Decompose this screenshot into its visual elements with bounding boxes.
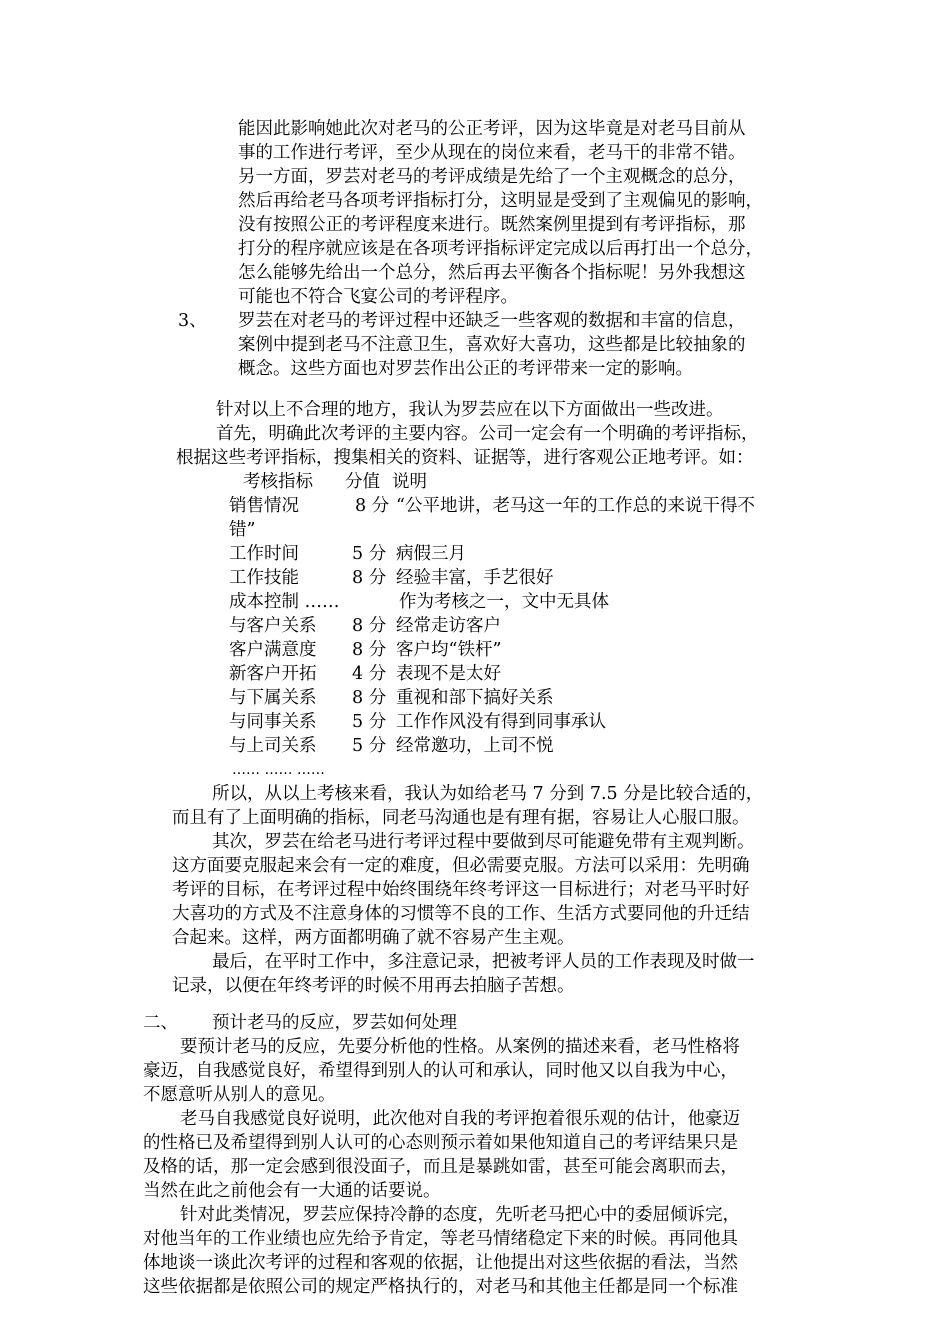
paragraph-line: 记录，以便在年终考评的时候不用再去拍脑子苦想。 xyxy=(172,976,575,996)
paragraph-line: 首先，明确此次考评的主要内容。公司一定会有一个明确的考评指标， xyxy=(216,424,759,444)
table-cell-score: 4 分 xyxy=(352,664,387,684)
table-cell-indicator: 与同事关系 xyxy=(229,712,317,732)
paragraph-line: 打分的程序就应该是在各项考评指标评定完成以后再打出一个总分， xyxy=(238,239,763,259)
table-cell-score: 5 分 xyxy=(352,712,387,732)
paragraph-line: 这方面要克服起来会有一定的难度，但必需要克服。方法可以采用：先明确 xyxy=(172,856,750,876)
paragraph-line: 体地谈一谈此次考评的过程和客观的依据，让他提出对这些依据的看法，当然 xyxy=(143,1253,738,1273)
table-cell-score: 5 分 xyxy=(352,736,387,756)
table-cell-score: 8 分 xyxy=(352,640,387,660)
paragraph-line: 事的工作进行考评，至少从现在的岗位来看，老马干的非常不错。 xyxy=(238,143,746,163)
table-header-score: 分值 xyxy=(345,472,380,492)
paragraph-line: 合起来。这样，两方面都明确了就不容易产生主观。 xyxy=(172,928,575,948)
paragraph-line: 当然在此之前他会有一大通的话要说。 xyxy=(143,1181,441,1201)
paragraph-line: 罗芸在对老马的考评过程中还缺乏一些客观的数据和丰富的信息， xyxy=(238,311,746,331)
paragraph-line: 根据这些考评指标，搜集相关的资料、证据等，进行客观公正地考评。如： xyxy=(176,448,754,468)
table-cell-score: 5 分 xyxy=(352,544,387,564)
table-cell-note: 表现不是太好 xyxy=(396,664,501,684)
paragraph-line: 案例中提到老马不注意卫生，喜欢好大喜功，这些都是比较抽象的 xyxy=(238,335,746,355)
table-cell-score: 8 分 xyxy=(352,568,387,588)
table-cell-indicator: 客户满意度 xyxy=(229,640,317,660)
paragraph-line: 要预计老马的反应，先要分析他的性格。从案例的描述来看，老马性格将 xyxy=(180,1037,740,1057)
paragraph-line: 老马自我感觉良好说明，此次他对自我的考评抱着很乐观的估计，他豪迈 xyxy=(180,1109,740,1129)
paragraph-line: 可能也不符合飞宴公司的考评程序。 xyxy=(238,287,518,307)
table-cell-indicator: 与下属关系 xyxy=(229,688,317,708)
paragraph-line: 对他当年的工作业绩也应先给予肯定，等老马情绪稳定下来的时候。再同他具 xyxy=(143,1229,738,1249)
paragraph-line: 的性格已及希望得到别人认可的心态则预示着如果他知道自己的考评结果只是 xyxy=(143,1133,738,1153)
paragraph-line: 大喜功的方式及不注意身体的习惯等不良的工作、生活方式要同他的升迁结 xyxy=(172,904,750,924)
section-heading: 预计老马的反应，罗芸如何处理 xyxy=(212,1013,457,1033)
table-cell-note: 经常走访客户 xyxy=(396,616,501,636)
paragraph-line: 针对此类情况，罗芸应保持冷静的态度，先听老马把心中的委屈倾诉完， xyxy=(180,1205,740,1225)
table-cell-note: 客户均“铁杆” xyxy=(396,640,502,660)
table-header-indicator: 考核指标 xyxy=(243,472,313,492)
table-cell-score: 8 分 xyxy=(352,688,387,708)
paragraph-line: 豪迈，自我感觉良好，希望得到别人的认可和承认，同时他又以自我为中心， xyxy=(143,1061,738,1081)
paragraph-line: 能因此影响她此次对老马的公正考评，因为这毕竟是对老马目前从 xyxy=(238,119,746,139)
paragraph-line: 怎么能够先给出一个总分，然后再去平衡各个指标呢！另外我想这 xyxy=(238,263,746,283)
paragraph-line: 考评的目标，在考评过程中始终围绕年终考评这一目标进行；对老马平时好 xyxy=(172,880,750,900)
paragraph-line: 另一方面，罗芸对老马的考评成绩是先给了一个主观概念的总分， xyxy=(238,167,746,187)
paragraph-line: 最后，在平时工作中，多注意记录，把被考评人员的工作表现及时做一 xyxy=(212,952,755,972)
paragraph-line: 针对以上不合理的地方，我认为罗芸应在以下方面做出一些改进。 xyxy=(216,400,724,420)
table-cell-indicator: 与客户关系 xyxy=(229,616,317,636)
table-cell-indicator: 错” xyxy=(229,520,256,540)
table-cell-indicator: 工作时间 xyxy=(229,544,299,564)
table-cell-note: 经常邀功，上司不悦 xyxy=(396,736,554,756)
table-cell-score: 8 分 xyxy=(352,616,387,636)
table-cell-indicator: 成本控制 …… xyxy=(229,592,340,612)
table-cell-indicator: 新客户开拓 xyxy=(229,664,317,684)
table-cell-indicator: 与上司关系 xyxy=(229,736,317,756)
table-cell-note: 重视和部下搞好关系 xyxy=(396,688,554,708)
table-ellipsis: …… …… …… xyxy=(232,762,325,778)
paragraph-line: 概念。这些方面也对罗芸作出公正的考评带来一定的影响。 xyxy=(238,359,693,379)
paragraph-line: 其次，罗芸在给老马进行考评过程中要做到尽可能避免带有主观判断。 xyxy=(212,832,755,852)
paragraph-line: 所以，从以上考核来看，我认为如给老马 7 分到 7.5 分是比较合适的， xyxy=(212,784,764,804)
list-number: 3、 xyxy=(178,311,207,331)
table-cell-note: 作为考核之一，文中无具体 xyxy=(399,592,609,612)
paragraph-line: 而且有了上面明确的指标，同老马沟通也是有理有据，容易让人心服口服。 xyxy=(172,808,750,828)
table-header-note: 说明 xyxy=(392,472,427,492)
paragraph-line: 不愿意听从别人的意见。 xyxy=(143,1085,336,1105)
table-cell-note: “公平地讲，老马这一年的工作总的来说干得不 xyxy=(396,496,755,516)
paragraph-line: 及格的话，那一定会感到很没面子，而且是暴跳如雷，甚至可能会离职而去， xyxy=(143,1157,738,1177)
table-cell-indicator: 销售情况 xyxy=(229,496,299,516)
paragraph-line: 没有按照公正的考评程度来进行。既然案例里提到有考评指标，那 xyxy=(238,215,746,235)
table-cell-note: 工作作风没有得到同事承认 xyxy=(396,712,606,732)
table-cell-indicator: 工作技能 xyxy=(229,568,299,588)
table-cell-score: 8 分 xyxy=(355,496,390,516)
table-cell-note: 病假三月 xyxy=(396,544,466,564)
paragraph-line: 这些依据都是依照公司的规定严格执行的，对老马和其他主任都是同一个标准 xyxy=(143,1277,738,1297)
section-number: 二、 xyxy=(143,1013,178,1033)
table-cell-note: 经验丰富，手艺很好 xyxy=(396,568,554,588)
paragraph-line: 然后再给老马各项考评指标打分，这明显是受到了主观偏见的影响， xyxy=(238,191,763,211)
